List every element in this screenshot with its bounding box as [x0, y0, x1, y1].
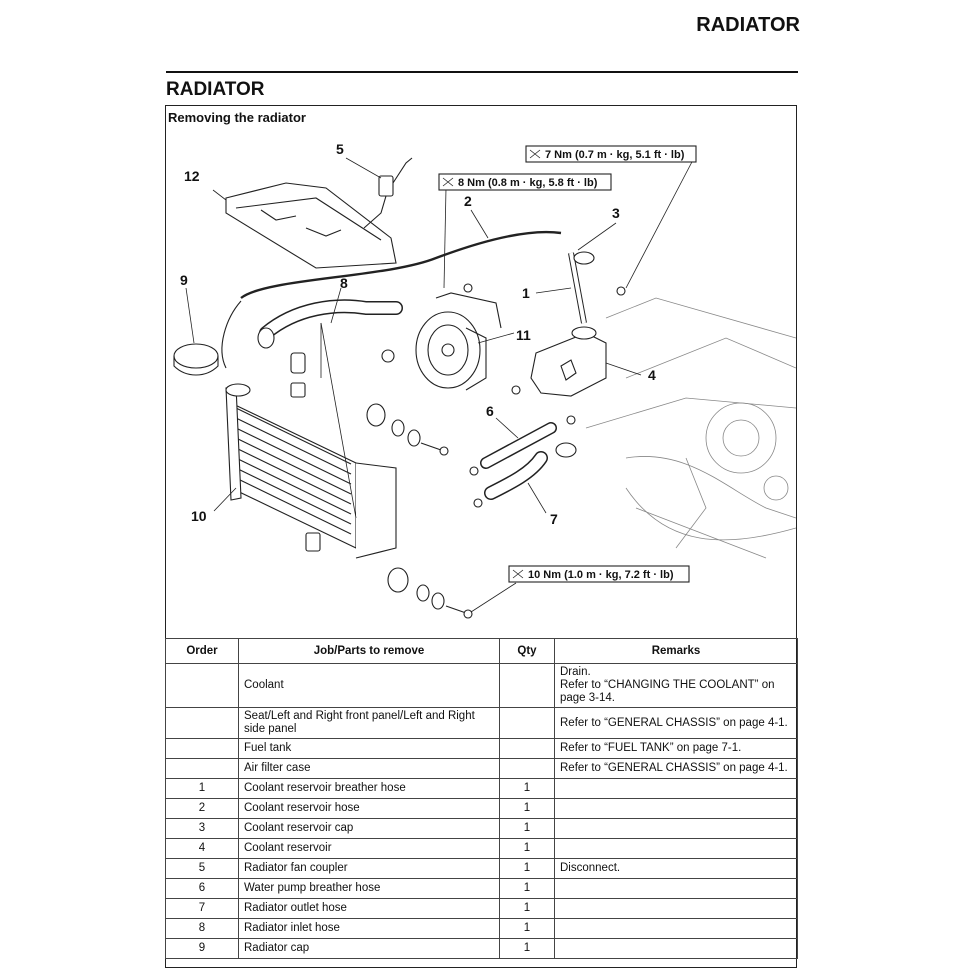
cell-job: Water pump breather hose	[239, 879, 500, 899]
cell-job: Coolant reservoir breather hose	[239, 779, 500, 799]
cell-order: 2	[166, 799, 239, 819]
table-row	[166, 819, 798, 839]
cell-qty	[500, 664, 555, 708]
torque-10nm-label: 10 Nm (1.0 m · kg, 7.2 ft · lb)	[528, 569, 674, 581]
table-row	[166, 739, 798, 759]
table-header-row	[166, 639, 798, 664]
callout-6: 6	[486, 403, 494, 419]
radiator-fan	[416, 293, 501, 390]
cell-order: 1	[166, 779, 239, 799]
cell-remarks: Drain. Refer to “CHANGING THE COOLANT” on page 3-14.	[555, 664, 798, 708]
cell-remarks	[555, 899, 798, 919]
torque-7nm-label: 7 Nm (0.7 m · kg, 5.1 ft · lb)	[545, 149, 685, 161]
header-order: Order	[166, 639, 239, 664]
table-row	[166, 879, 798, 899]
section-title: RADIATOR	[166, 79, 265, 100]
table-row	[166, 759, 798, 779]
torque-8nm	[439, 174, 611, 190]
callout-1: 1	[522, 285, 530, 301]
cell-remarks: Refer to “FUEL TANK” on page 7-1.	[555, 739, 798, 759]
cell-remarks	[555, 819, 798, 839]
frame-background	[586, 298, 796, 558]
torque-7nm	[526, 146, 696, 162]
cell-qty: 1	[500, 859, 555, 879]
table-row	[166, 708, 798, 739]
cell-order: 6	[166, 879, 239, 899]
cell-order: 8	[166, 919, 239, 939]
cell-remarks	[555, 939, 798, 959]
callout-3: 3	[612, 205, 620, 221]
callout-4: 4	[648, 367, 656, 383]
cell-order: 3	[166, 819, 239, 839]
torque-10nm	[509, 566, 689, 582]
table-row	[166, 839, 798, 859]
table-row	[166, 799, 798, 819]
cell-remarks: Refer to “GENERAL CHASSIS” on page 4-1.	[555, 708, 798, 739]
cell-job: Radiator inlet hose	[239, 919, 500, 939]
cell-order	[166, 664, 239, 708]
air-filter-cover	[226, 183, 396, 268]
cell-qty: 1	[500, 819, 555, 839]
cell-qty: 1	[500, 779, 555, 799]
header-remarks: Remarks	[555, 639, 798, 664]
cell-qty: 1	[500, 919, 555, 939]
cell-job: Radiator fan coupler	[239, 859, 500, 879]
table-row	[166, 779, 798, 799]
header-qty: Qty	[500, 639, 555, 664]
table-row	[166, 919, 798, 939]
section-subtitle: Removing the radiator	[168, 110, 306, 125]
cell-qty	[500, 739, 555, 759]
callout-9: 9	[180, 272, 188, 288]
cell-qty	[500, 759, 555, 779]
header-rule	[166, 71, 798, 73]
cell-remarks	[555, 799, 798, 819]
table-row	[166, 939, 798, 959]
table-row	[166, 664, 798, 708]
header-job: Job/Parts to remove	[239, 639, 500, 664]
cell-order	[166, 739, 239, 759]
callout-10: 10	[191, 508, 207, 524]
coolant-reservoir	[531, 327, 606, 396]
parts-table	[165, 638, 798, 959]
callout-8: 8	[340, 275, 348, 291]
table-row	[166, 859, 798, 879]
cell-job: Coolant reservoir hose	[239, 799, 500, 819]
cell-qty	[500, 708, 555, 739]
cell-qty: 1	[500, 799, 555, 819]
cell-job: Fuel tank	[239, 739, 500, 759]
callout-7: 7	[550, 511, 558, 527]
cell-job: Coolant reservoir	[239, 839, 500, 859]
cell-remarks	[555, 839, 798, 859]
cell-job: Coolant reservoir cap	[239, 819, 500, 839]
cell-order	[166, 708, 239, 739]
torque-8nm-label: 8 Nm (0.8 m · kg, 5.8 ft · lb)	[458, 177, 598, 189]
cell-remarks	[555, 879, 798, 899]
cell-job: Air filter case	[239, 759, 500, 779]
cell-job: Radiator cap	[239, 939, 500, 959]
radiator-cap	[174, 344, 218, 375]
cell-job: Coolant	[239, 664, 500, 708]
cell-qty: 1	[500, 939, 555, 959]
cell-order	[166, 759, 239, 779]
cell-order: 4	[166, 839, 239, 859]
exploded-diagram	[166, 128, 796, 638]
cell-qty: 1	[500, 839, 555, 859]
callout-12: 12	[184, 168, 200, 184]
page-header-title: RADIATOR	[696, 14, 800, 36]
cell-remarks	[555, 919, 798, 939]
callout-5: 5	[336, 141, 344, 157]
cell-order: 9	[166, 939, 239, 959]
fan-coupler	[364, 158, 412, 228]
table-row	[166, 899, 798, 919]
cell-job: Radiator outlet hose	[239, 899, 500, 919]
cell-remarks: Disconnect.	[555, 859, 798, 879]
reservoir-hose	[571, 252, 594, 323]
callout-2: 2	[464, 193, 472, 209]
cell-remarks	[555, 779, 798, 799]
cell-job: Seat/Left and Right front panel/Left and Right side panel	[239, 708, 500, 739]
outlet-hoses	[486, 428, 576, 493]
cell-order: 5	[166, 859, 239, 879]
cell-qty: 1	[500, 899, 555, 919]
cell-remarks: Refer to “GENERAL CHASSIS” on page 4-1.	[555, 759, 798, 779]
cell-qty: 1	[500, 879, 555, 899]
callout-11: 11	[516, 327, 531, 343]
cell-order: 7	[166, 899, 239, 919]
radiator-inlet-hose	[258, 306, 396, 348]
